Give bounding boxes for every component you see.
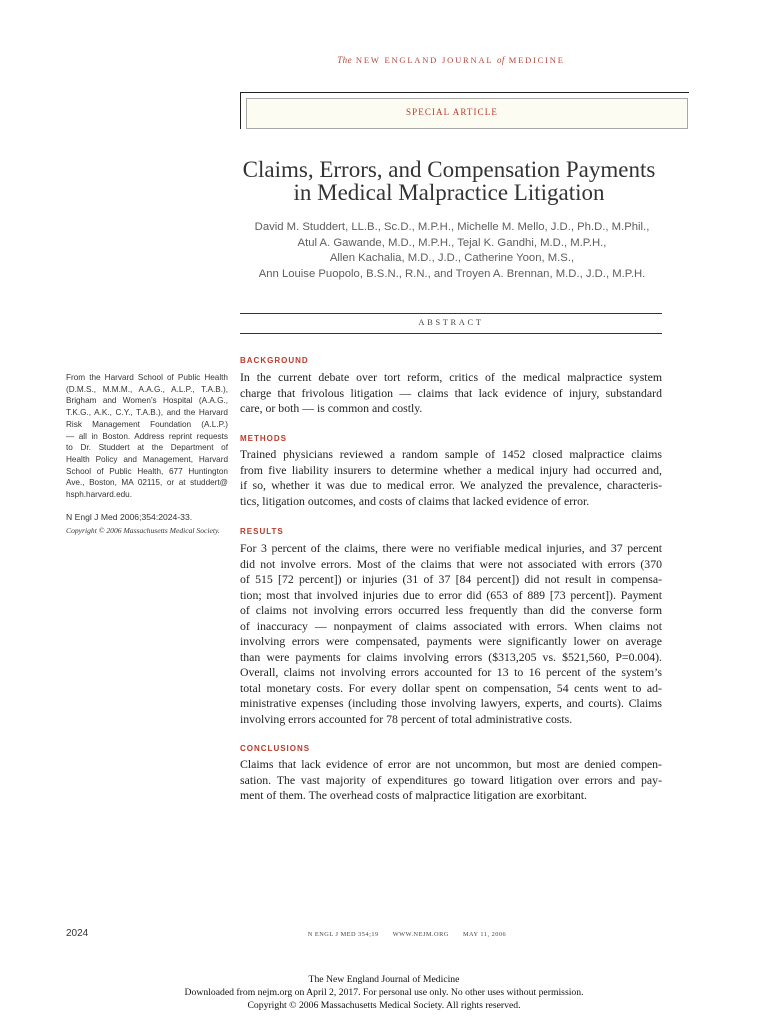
conclusions-heading: CONCLUSIONS	[240, 744, 311, 753]
notice-line: The New England Journal of Medicine	[308, 974, 460, 985]
conclusions-line: ment of them. The overhead costs of malpractice litigation are exorbitant.	[240, 788, 588, 802]
results-line: Overall, claims not involving errors accounted for 13 to 16 percent of the system’s	[240, 665, 662, 679]
results-line: than were payments for claims involving errors ($313,205 vs. $521,560, P=0.004).	[240, 649, 662, 664]
affiliation-line: hsph.harvard.edu.	[66, 490, 132, 500]
affiliation-line: Risk Management Foundation (A.L.P.)	[66, 419, 228, 429]
author-line: David M. Studdert, LL.B., Sc.D., M.P.H., Michelle M. Mello, J.D., Ph.D., M.Phil.,	[254, 221, 650, 233]
article-title	[228, 158, 670, 204]
title-line: in Medical Malpractice Litigation	[293, 180, 605, 205]
download-notice	[0, 973, 768, 1012]
author-line: Allen Kachalia, M.D., J.D., Catherine Yoon, M.S.,	[329, 252, 575, 264]
conclusions-line: sation. The vast majority of expenditures go toward litigation over errors and pay-	[240, 772, 662, 787]
author-list	[232, 220, 672, 282]
author-line: Ann Louise Puopolo, B.S.N., R.N., and Troyen A. Brennan, M.D., J.D., M.P.H.	[258, 267, 646, 280]
results-line: involving errors were compensated, payments were significantly lower on average	[240, 634, 662, 648]
affiliation-line: From the Harvard School of Public Health	[66, 373, 228, 382]
results-text	[240, 541, 662, 727]
affiliation-line: Ave., Boston, MA 02115, or at studdert@	[66, 478, 228, 488]
results-line: did not involve errors. Most of the claims that were not associated with errors (370	[240, 556, 662, 571]
affiliation-line: School of Public Health, 677 Huntington	[66, 466, 228, 476]
conclusions-line: Claims that lack evidence of error are not uncommon, but most are denied compen-	[240, 757, 662, 771]
sidebar-copyright: Copyright © 2006 Massachusetts Medical Society.	[66, 526, 220, 535]
affiliation-line: — all in Boston. Address reprint requests	[66, 431, 228, 441]
abstract-bottom-rule	[240, 333, 662, 334]
footer-website: WWW.NEJM.ORG	[392, 931, 449, 938]
affiliations	[66, 372, 228, 501]
results-line: tion; most that involved injuries due to error did (653 of 889 [73 percent]). Payment	[240, 587, 662, 602]
methods-heading: METHODS	[240, 434, 287, 443]
journal-header-the: The	[337, 55, 352, 65]
methods-line: tics, litigation outcomes, and costs of claims that lacked evidence of error.	[240, 493, 590, 508]
methods-line: if so, whether it was due to medical error. We analyzed the prevalence, characteris-	[240, 478, 662, 492]
results-line: of 515 [72 percent]) or injuries (31 of 37 [84 percent]) did not result in compensa-	[240, 572, 662, 586]
affiliation-line: to Dr. Studdert at the Department of	[66, 443, 228, 453]
journal-header	[240, 54, 662, 66]
methods-line: from five liability insurers to determine whether a medical injury had occurred and,	[240, 462, 662, 477]
affiliation-line: Health Policy and Management, Harvard	[66, 454, 228, 464]
footer-date: MAY 11, 2006	[462, 931, 507, 938]
journal-header-medicine: MEDICINE	[508, 55, 565, 65]
methods-line: Trained physicians reviewed a random sample of 1452 closed malpractice claims	[240, 447, 662, 461]
results-heading: RESULTS	[240, 527, 284, 536]
article-type-label: SPECIAL ARTICLE	[406, 107, 498, 117]
conclusions-text	[240, 757, 662, 804]
background-heading: BACKGROUND	[240, 356, 309, 365]
results-line: ministrative expenses (including those involving lawyers, experts, and courts). Claims	[240, 696, 662, 710]
background-line: care, or both — is common and costly.	[240, 401, 423, 415]
affiliation-line: Brigham and Women’s Hospital (A.A.G.,	[66, 396, 228, 406]
author-line: Atul A. Gawande, M.D., M.P.H., Tejal K. Gandhi, M.D., M.P.H.,	[297, 236, 607, 249]
results-line: total monetary costs. For every dollar spent on compensation, 54 cents went to ad-	[240, 680, 662, 695]
notice-line: Copyright © 2006 Massachusetts Medical Society. All rights reserved.	[247, 1000, 521, 1011]
abstract-heading: ABSTRACT	[418, 317, 484, 327]
journal-header-name: NEW ENGLAND JOURNAL	[355, 55, 494, 65]
background-text	[240, 370, 662, 417]
affiliation-line: T.K.G., A.K., C.Y., T.A.B.), and the Harvard	[66, 408, 228, 418]
page-number: 2024	[66, 928, 89, 939]
journal-citation: N Engl J Med 2006;354:2024-33.	[66, 512, 193, 522]
journal-header-of: of	[497, 55, 505, 65]
running-footer	[257, 930, 557, 940]
background-line: charge that frivolous litigation — claims that lack evidence of injury, substandard	[240, 385, 662, 400]
methods-text	[240, 447, 662, 509]
results-line: involving errors accounted for 78 percent of total administrative costs.	[240, 711, 573, 726]
affiliation-line: (D.M.S., M.M.M., A.A.G., A.L.P., T.A.B.),	[66, 384, 228, 394]
results-line: of inaccuracy — nonpayment of claims associated with errors. When claims not	[240, 618, 662, 633]
results-line: For 3 percent of the claims, there were no verifiable medical injuries, and 37 percent	[240, 541, 662, 555]
results-line: of claims not involving errors occurred less frequently than did the converse form	[240, 603, 662, 617]
title-line: Claims, Errors, and Compensation Payments	[242, 157, 656, 182]
footer-journal: N ENGL J MED 354;19	[307, 931, 379, 938]
abstract-top-rule	[240, 313, 662, 314]
notice-line: Downloaded from nejm.org on April 2, 2017. For personal use only. No other uses without permission.	[184, 987, 584, 998]
background-line: In the current debate over tort reform, critics of the medical malpractice system	[240, 370, 662, 384]
